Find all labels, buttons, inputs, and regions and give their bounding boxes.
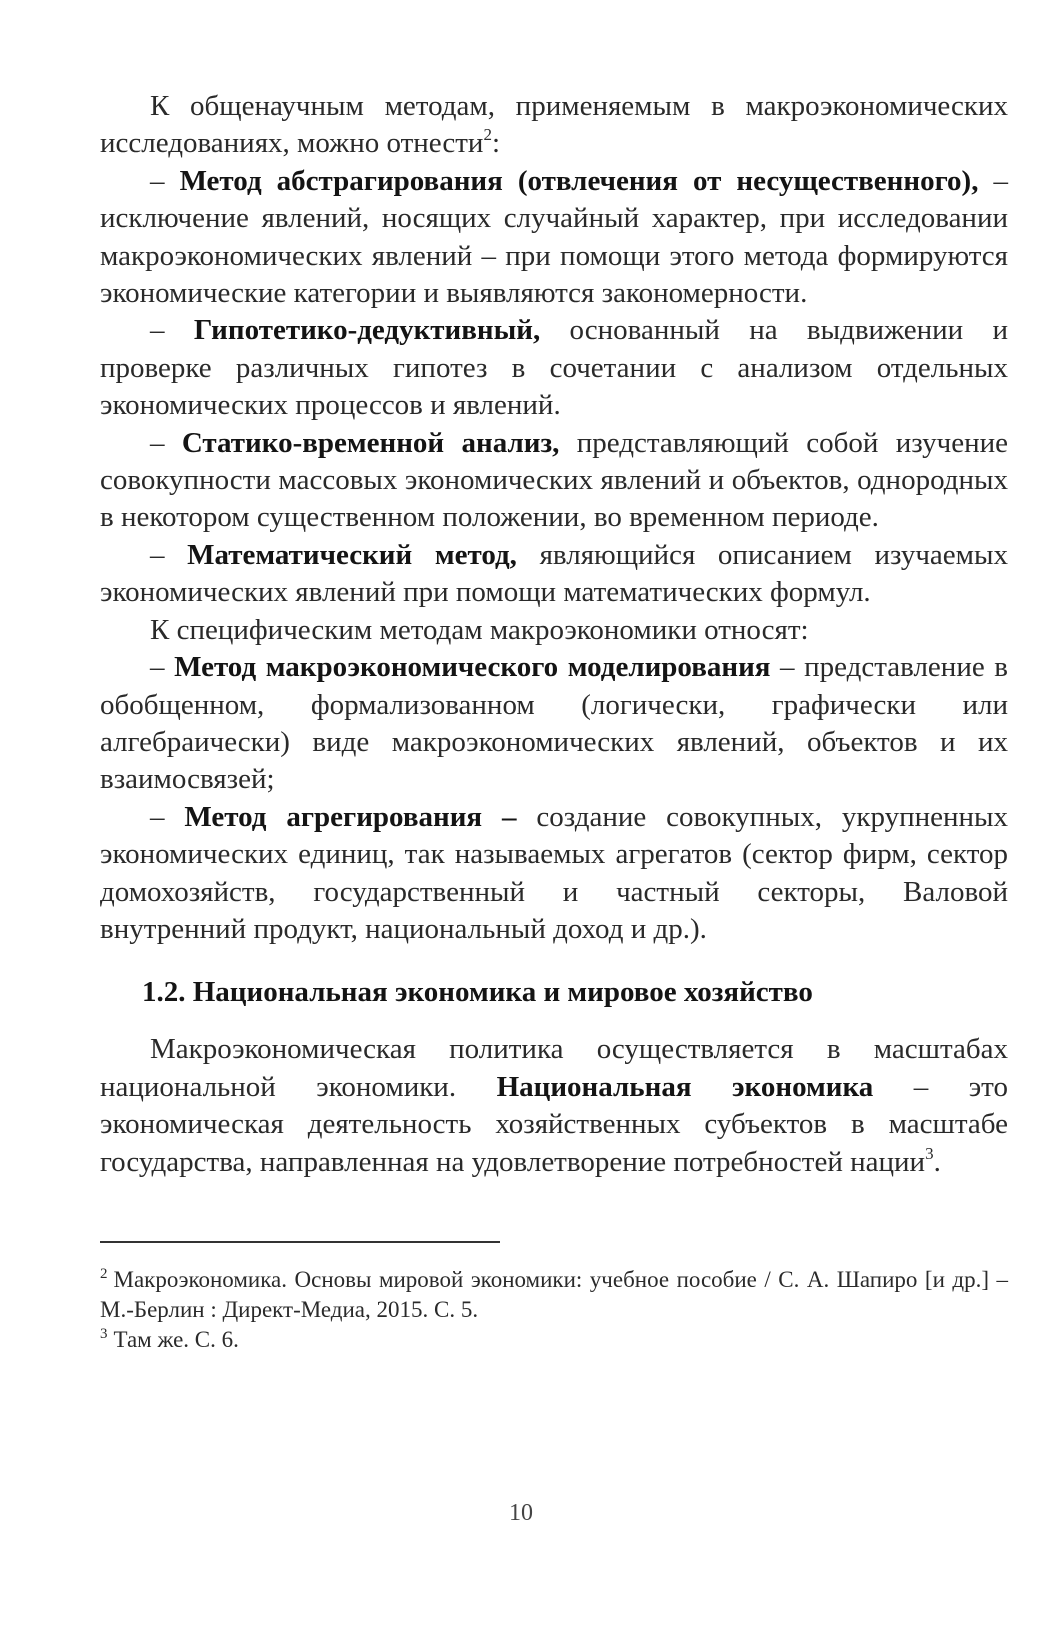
footnote-text: Макроэкономика. Основы мировой экономики: учебное пособие / С. А. Шапиро [и др.] – М.-Берлин : Директ-Медиа, 2015. С. 5.: [100, 1266, 1008, 1322]
paragraph-intro-general: К общенаучным методам, применяемым в макроэкономических исследованиях, можно отнести$^2$:: [100, 90, 1008, 160]
footnote-divider: [100, 1241, 500, 1243]
footnote-mark: 2: [100, 1265, 108, 1282]
footnote-ref[interactable]: 3: [925, 1143, 934, 1163]
paragraph-national-economy: Макроэкономическая политика осуществляется в масштабах национальной экономики. Национальная экономика – это экономическая деятельность хозяйственных субъектов в масштабе государства, направленная на удовлетворение потребностей нации$^3$.: [100, 1033, 1008, 1178]
section-heading: 1.2. Национальная экономика и мировое хозяйство: [142, 976, 813, 1009]
method-item: – Математический метод, являющийся описанием изучаемых экономических явлений при помощи математических формул.: [100, 538, 1008, 609]
method-item: – Гипотетико-дедуктивный, основанный на выдвижении и проверке различных гипотез в сочетании с анализом отдельных экономических процессов и явлений.: [100, 314, 1008, 422]
method-term: Гипотетико-дедуктивный,: [193, 314, 541, 347]
method-term: Математический метод,: [187, 538, 517, 571]
method-term: Статико-временной анализ,: [181, 426, 560, 459]
method-item: – Метод абстрагирования (отвлечения от несущественного), – исключение явлений, носящих случайный характер, при исследовании макроэкономических явлений – при помощи этого метода формируются экономические категории и выявляются закономерности.: [100, 164, 1009, 310]
method-item: – Метод агрегирования – создание совокупных, укрупненных экономических единиц, так называемых агрегатов (сектор фирм, сектор домохозяйств, государственный и частный секторы, Валовой внутренний продукт, национальный доход и др.).: [100, 800, 1009, 945]
paragraph-intro-specific: К специфическим методам макроэкономики относят:: [150, 613, 809, 646]
national-economy-term: Национальная экономика: [496, 1070, 874, 1103]
footnote-item: [100, 1265, 1008, 1325]
footnote-text: Там же. С. 6.: [113, 1326, 239, 1352]
method-term: Метод агрегирования –: [184, 800, 517, 833]
method-item: – Метод макроэкономического моделирования – представление в обобщенном, формализованном (логически, графически или алгебраически) виде макроэкономических явлений, объектов и их взаимосвязей;: [100, 651, 1008, 796]
footnote-mark: 3: [100, 1325, 108, 1342]
footnotes: [100, 1265, 1008, 1355]
footnote-ref[interactable]: 2: [483, 125, 492, 145]
page-number: 10: [509, 1500, 533, 1526]
page-body: [100, 88, 1008, 1355]
method-term: Метод абстрагирования (отвлечения от несущественного),: [179, 164, 979, 197]
footnote-item: [100, 1325, 1008, 1355]
method-item: – Статико-временной анализ, представляющий собой изучение совокупности массовых экономических явлений и объектов, однородных в некотором существенном положении, во временном периоде.: [100, 426, 1009, 534]
method-term: Метод макроэкономического моделирования: [174, 651, 771, 684]
